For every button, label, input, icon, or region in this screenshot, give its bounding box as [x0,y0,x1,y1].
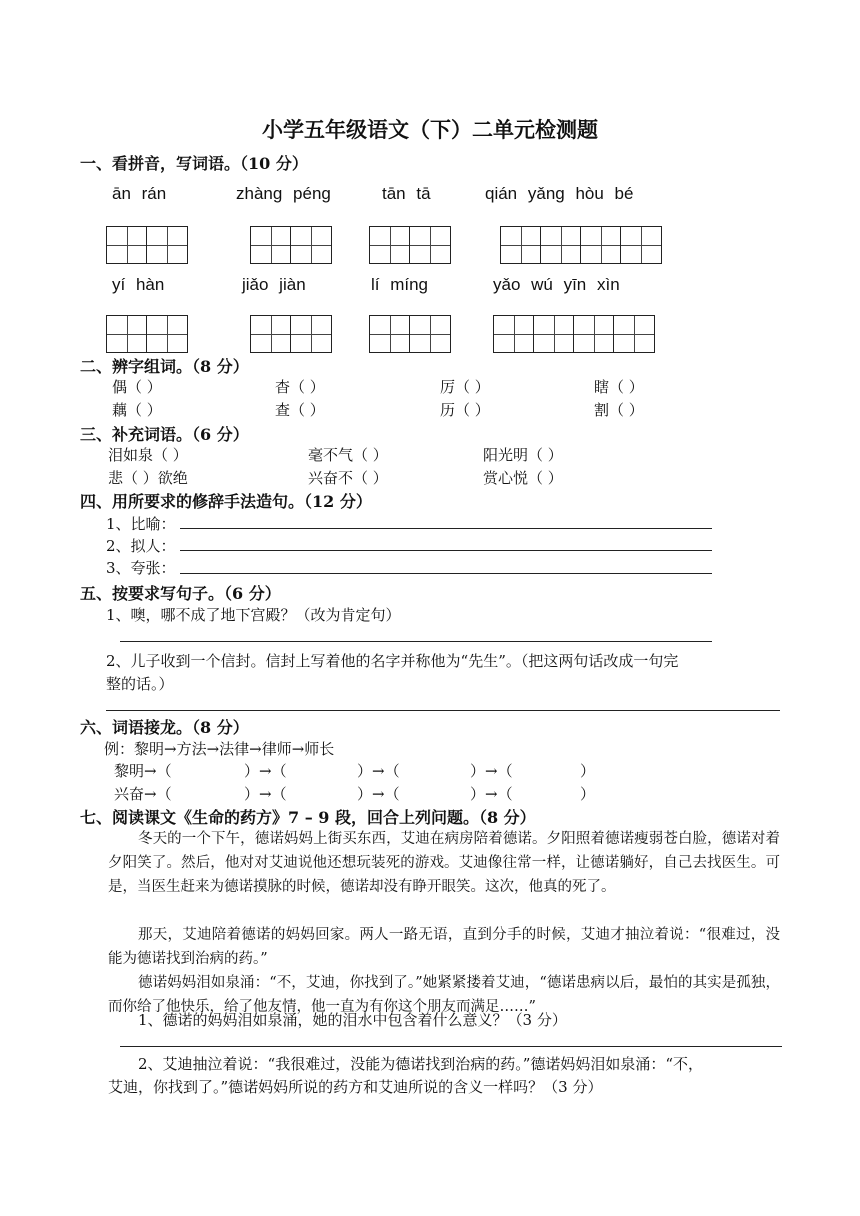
word-item[interactable]: 瞎（ ） [594,378,644,396]
chain-part: 黎明→（ [114,762,172,780]
chain-part: ）→（ [470,762,513,780]
idiom-item[interactable]: 悲（ ）欲绝 [108,469,188,487]
chain-part: ）→（ [357,762,400,780]
rhetoric-label: 3、夸张： [106,559,176,577]
chain-part: ） [580,785,596,803]
answer-line[interactable] [180,573,712,574]
section-1-heading: 一、看拼音，写词语。（10 分） [80,154,308,173]
section-5-heading: 五、按要求写句子。（6 分） [80,584,281,603]
passage-paragraph: 德诺妈妈泪如泉涌：“不，艾迪，你找到了。”她紧紧搂着艾迪，“德诺患病以后，最怕的其实是孤独，而你给了他快乐，给了他友情，他一直为有你这个朋友而满足……” [108,975,780,1015]
pinyin-4: qián yǎng hòu bé [485,184,634,203]
passage-paragraph: 冬天的一个下午，德诺妈妈上街买东西，艾迪在病房陪着德诺。夕阳照着德诺瘦弱苍白脸，德诺对着夕阳笑了。然后，他对对艾迪说他还想玩装死的游戏。艾迪像往常一样，让德诺躺好，自己去找医生。可是，当医生赶来为德诺摸脉的时候，德诺却没有睁开眼笑。这次，他真的死了。 [108,831,780,895]
section-3-heading: 三、补充词语。（6 分） [80,425,249,444]
idiom-item[interactable]: 赏心悦（ ） [483,469,563,487]
word-item[interactable]: 查（ ） [275,401,325,419]
question-text: 2、艾迪抽泣着说：“我很难过，没能为德诺找到治病的药。”德诺妈妈泪如泉涌：“不， [138,1055,704,1073]
writing-grid[interactable] [369,315,451,353]
chain-part: ）→（ [244,762,287,780]
answer-line[interactable] [120,641,712,642]
idiom-item[interactable]: 毫不气（ ） [308,446,388,464]
section-2-heading: 二、辨字组词。（8 分） [80,357,249,376]
chain-part: ）→（ [470,785,513,803]
writing-grid[interactable] [493,315,655,353]
idiom-item[interactable]: 兴奋不（ ） [308,469,388,487]
pinyin-2: zhàng péng [236,184,331,203]
pinyin-7: lí míng [371,275,429,294]
rhetoric-label: 2、拟人： [106,537,176,555]
idiom-item[interactable]: 阳光明（ ） [483,446,563,464]
section-6-heading: 六、词语接龙。（8 分） [80,718,249,737]
word-item[interactable]: 偶（ ） [112,378,162,396]
word-item[interactable]: 历（ ） [440,401,490,419]
page-title: 小学五年级语文（下）二单元检测题 [262,117,598,142]
rhetoric-label: 1、比喻： [106,515,176,533]
chain-part: 兴奋→（ [114,785,172,803]
chain-part: ）→（ [357,785,400,803]
writing-grid[interactable] [106,315,188,353]
word-item[interactable]: 厉（ ） [440,378,490,396]
answer-line[interactable] [106,710,780,711]
word-item[interactable]: 割（ ） [594,401,644,419]
pinyin-3: tān tā [382,184,431,203]
writing-grid[interactable] [250,315,332,353]
chain-part: ）→（ [244,785,287,803]
question-text: 2、儿子收到一个信封。信封上写着他的名字并称他为“先生”。（把这两句话改成一句完 [106,652,679,670]
word-item[interactable]: 藕（ ） [112,401,162,419]
question-text: 1、德诺的妈妈泪如泉涌，她的泪水中包含着什么意义？（3 分） [138,1011,567,1029]
pinyin-5: yí hàn [112,275,165,294]
question-text: 艾迪，你找到了。”德诺妈妈所说的药方和艾迪所说的含义一样吗？（3 分） [108,1078,603,1096]
answer-line[interactable] [120,1046,782,1047]
writing-grid[interactable] [250,226,332,264]
pinyin-8: yǎo wú yīn xìn [493,275,620,294]
answer-line[interactable] [180,528,712,529]
question-text: 整的话。） [106,675,174,693]
pinyin-1: ān rán [112,184,167,203]
pinyin-6: jiǎo jiàn [242,275,306,294]
word-item[interactable]: 杳（ ） [275,378,325,396]
example-text: 例：黎明→方法→法律→律师→师长 [104,740,335,758]
chain-part: ） [580,762,596,780]
section-4-heading: 四、用所要求的修辞手法造句。（12 分） [80,492,372,511]
writing-grid[interactable] [106,226,188,264]
passage-paragraph: 那天，艾迪陪着德诺的妈妈回家。两人一路无语，直到分手的时候，艾迪才抽泣着说：“很难过，没能为德诺找到治病的药。” [108,927,780,967]
writing-grid[interactable] [500,226,662,264]
idiom-item[interactable]: 泪如泉（ ） [108,446,188,464]
question-text: 1、噢，哪不成了地下宫殿？（改为肯定句） [106,606,401,624]
answer-line[interactable] [180,550,712,551]
writing-grid[interactable] [369,226,451,264]
section-7-heading: 七、阅读课文《生命的药方》7 – 9 段，回合上列问题。（8 分） [80,808,536,827]
